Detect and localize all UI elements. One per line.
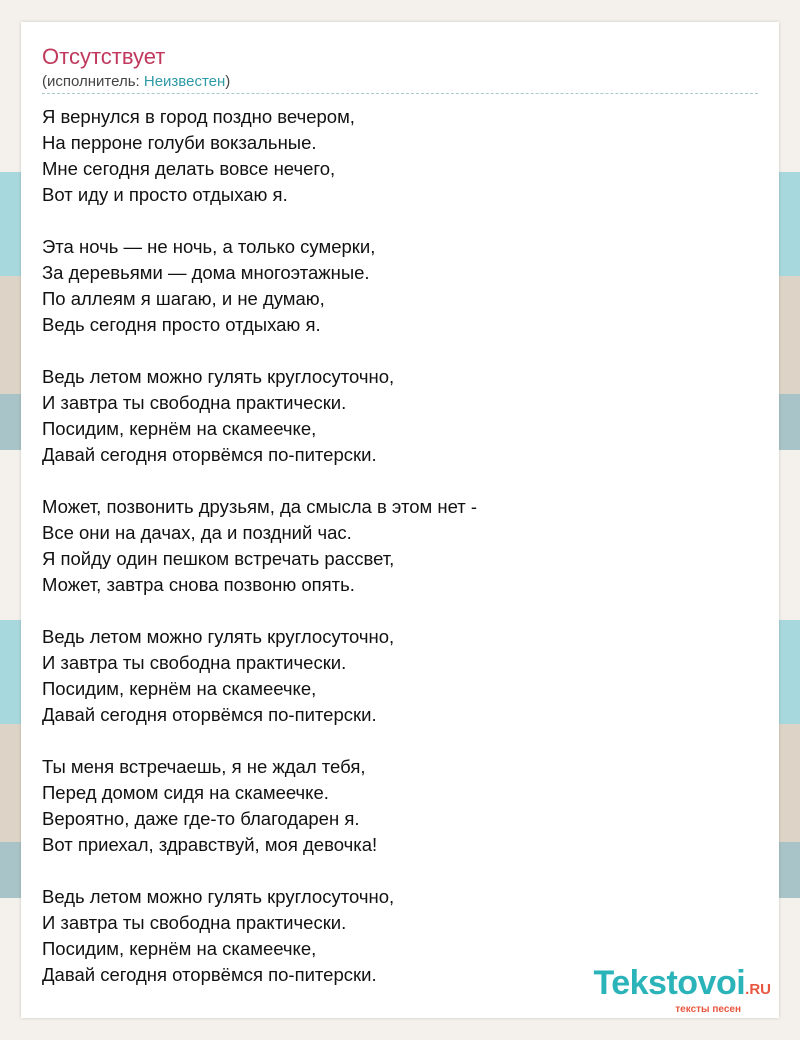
logo-tagline: тексты песен <box>675 1004 741 1015</box>
lyric-line: Может, завтра снова позвоню опять. <box>42 574 355 595</box>
lyric-line: Может, позвонить друзьям, да смысла в этом нет - <box>42 496 478 517</box>
stanza <box>42 494 477 598</box>
stanza <box>42 624 477 728</box>
lyric-line: Вот иду и просто отдыхаю я. <box>42 184 288 205</box>
lyric-line: Посидим, кернём на скамеечке, <box>42 418 317 439</box>
stanza <box>42 754 477 858</box>
lyric-line: И завтра ты свободна практически. <box>42 912 347 933</box>
lyric-line: За деревьями — дома многоэтажные. <box>42 262 370 283</box>
artist-suffix: ) <box>225 73 231 90</box>
lyric-line: Давай сегодня оторвёмся по-питерски. <box>42 964 377 985</box>
lyric-line: Вот приехал, здравствуй, моя девочка! <box>42 834 378 855</box>
lyric-line: Посидим, кернём на скамеечке, <box>42 678 317 699</box>
lyric-line: Я пойду один пешком встречать рассвет, <box>42 548 395 569</box>
lyric-line: На перроне голуби вокзальные. <box>42 132 317 153</box>
artist-prefix: (исполнитель: <box>42 73 144 90</box>
lyric-line: Ведь сегодня просто отдыхаю я. <box>42 314 321 335</box>
lyric-line: Мне сегодня делать вовсе нечего, <box>42 158 336 179</box>
lyric-line: Ведь летом можно гулять круглосуточно, <box>42 366 395 387</box>
stanza <box>42 104 477 208</box>
logo-name: Tekstovoi <box>593 964 746 1002</box>
lyric-line: По аллеям я шагаю, и не думаю, <box>42 288 325 309</box>
lyrics-card <box>21 22 779 1018</box>
lyric-line: Давай сегодня оторвёмся по-питерски. <box>42 704 377 725</box>
lyric-line: Перед домом сидя на скамеечке. <box>42 782 329 803</box>
title-divider <box>42 93 758 94</box>
lyric-line: Ты меня встречаешь, я не ждал тебя, <box>42 756 366 777</box>
lyric-line: Я вернулся в город поздно вечером, <box>42 106 355 127</box>
stanza <box>42 234 477 338</box>
lyric-line: Ведь летом можно гулять круглосуточно, <box>42 886 395 907</box>
lyric-line: И завтра ты свободна практически. <box>42 392 347 413</box>
lyric-line: И завтра ты свободна практически. <box>42 652 347 673</box>
site-logo[interactable] <box>551 965 771 1016</box>
lyric-line: Все они на дачах, да и поздний час. <box>42 522 352 543</box>
lyric-line: Вероятно, даже где-то благодарен я. <box>42 808 360 829</box>
stanza <box>42 364 477 468</box>
lyric-line: Давай сегодня оторвёмся по-питерски. <box>42 444 377 465</box>
lyrics-body <box>42 104 477 988</box>
artist-line <box>42 73 230 91</box>
lyric-line: Ведь летом можно гулять круглосуточно, <box>42 626 395 647</box>
logo-tld: .RU <box>745 981 771 998</box>
lyric-line: Эта ночь — не ночь, а только сумерки, <box>42 236 376 257</box>
song-title: Отсутствует <box>42 44 166 69</box>
stanza <box>42 884 477 988</box>
logo-wordmark <box>551 965 771 1008</box>
lyric-line: Посидим, кернём на скамеечке, <box>42 938 317 959</box>
artist-link[interactable]: Неизвестен <box>143 73 226 90</box>
